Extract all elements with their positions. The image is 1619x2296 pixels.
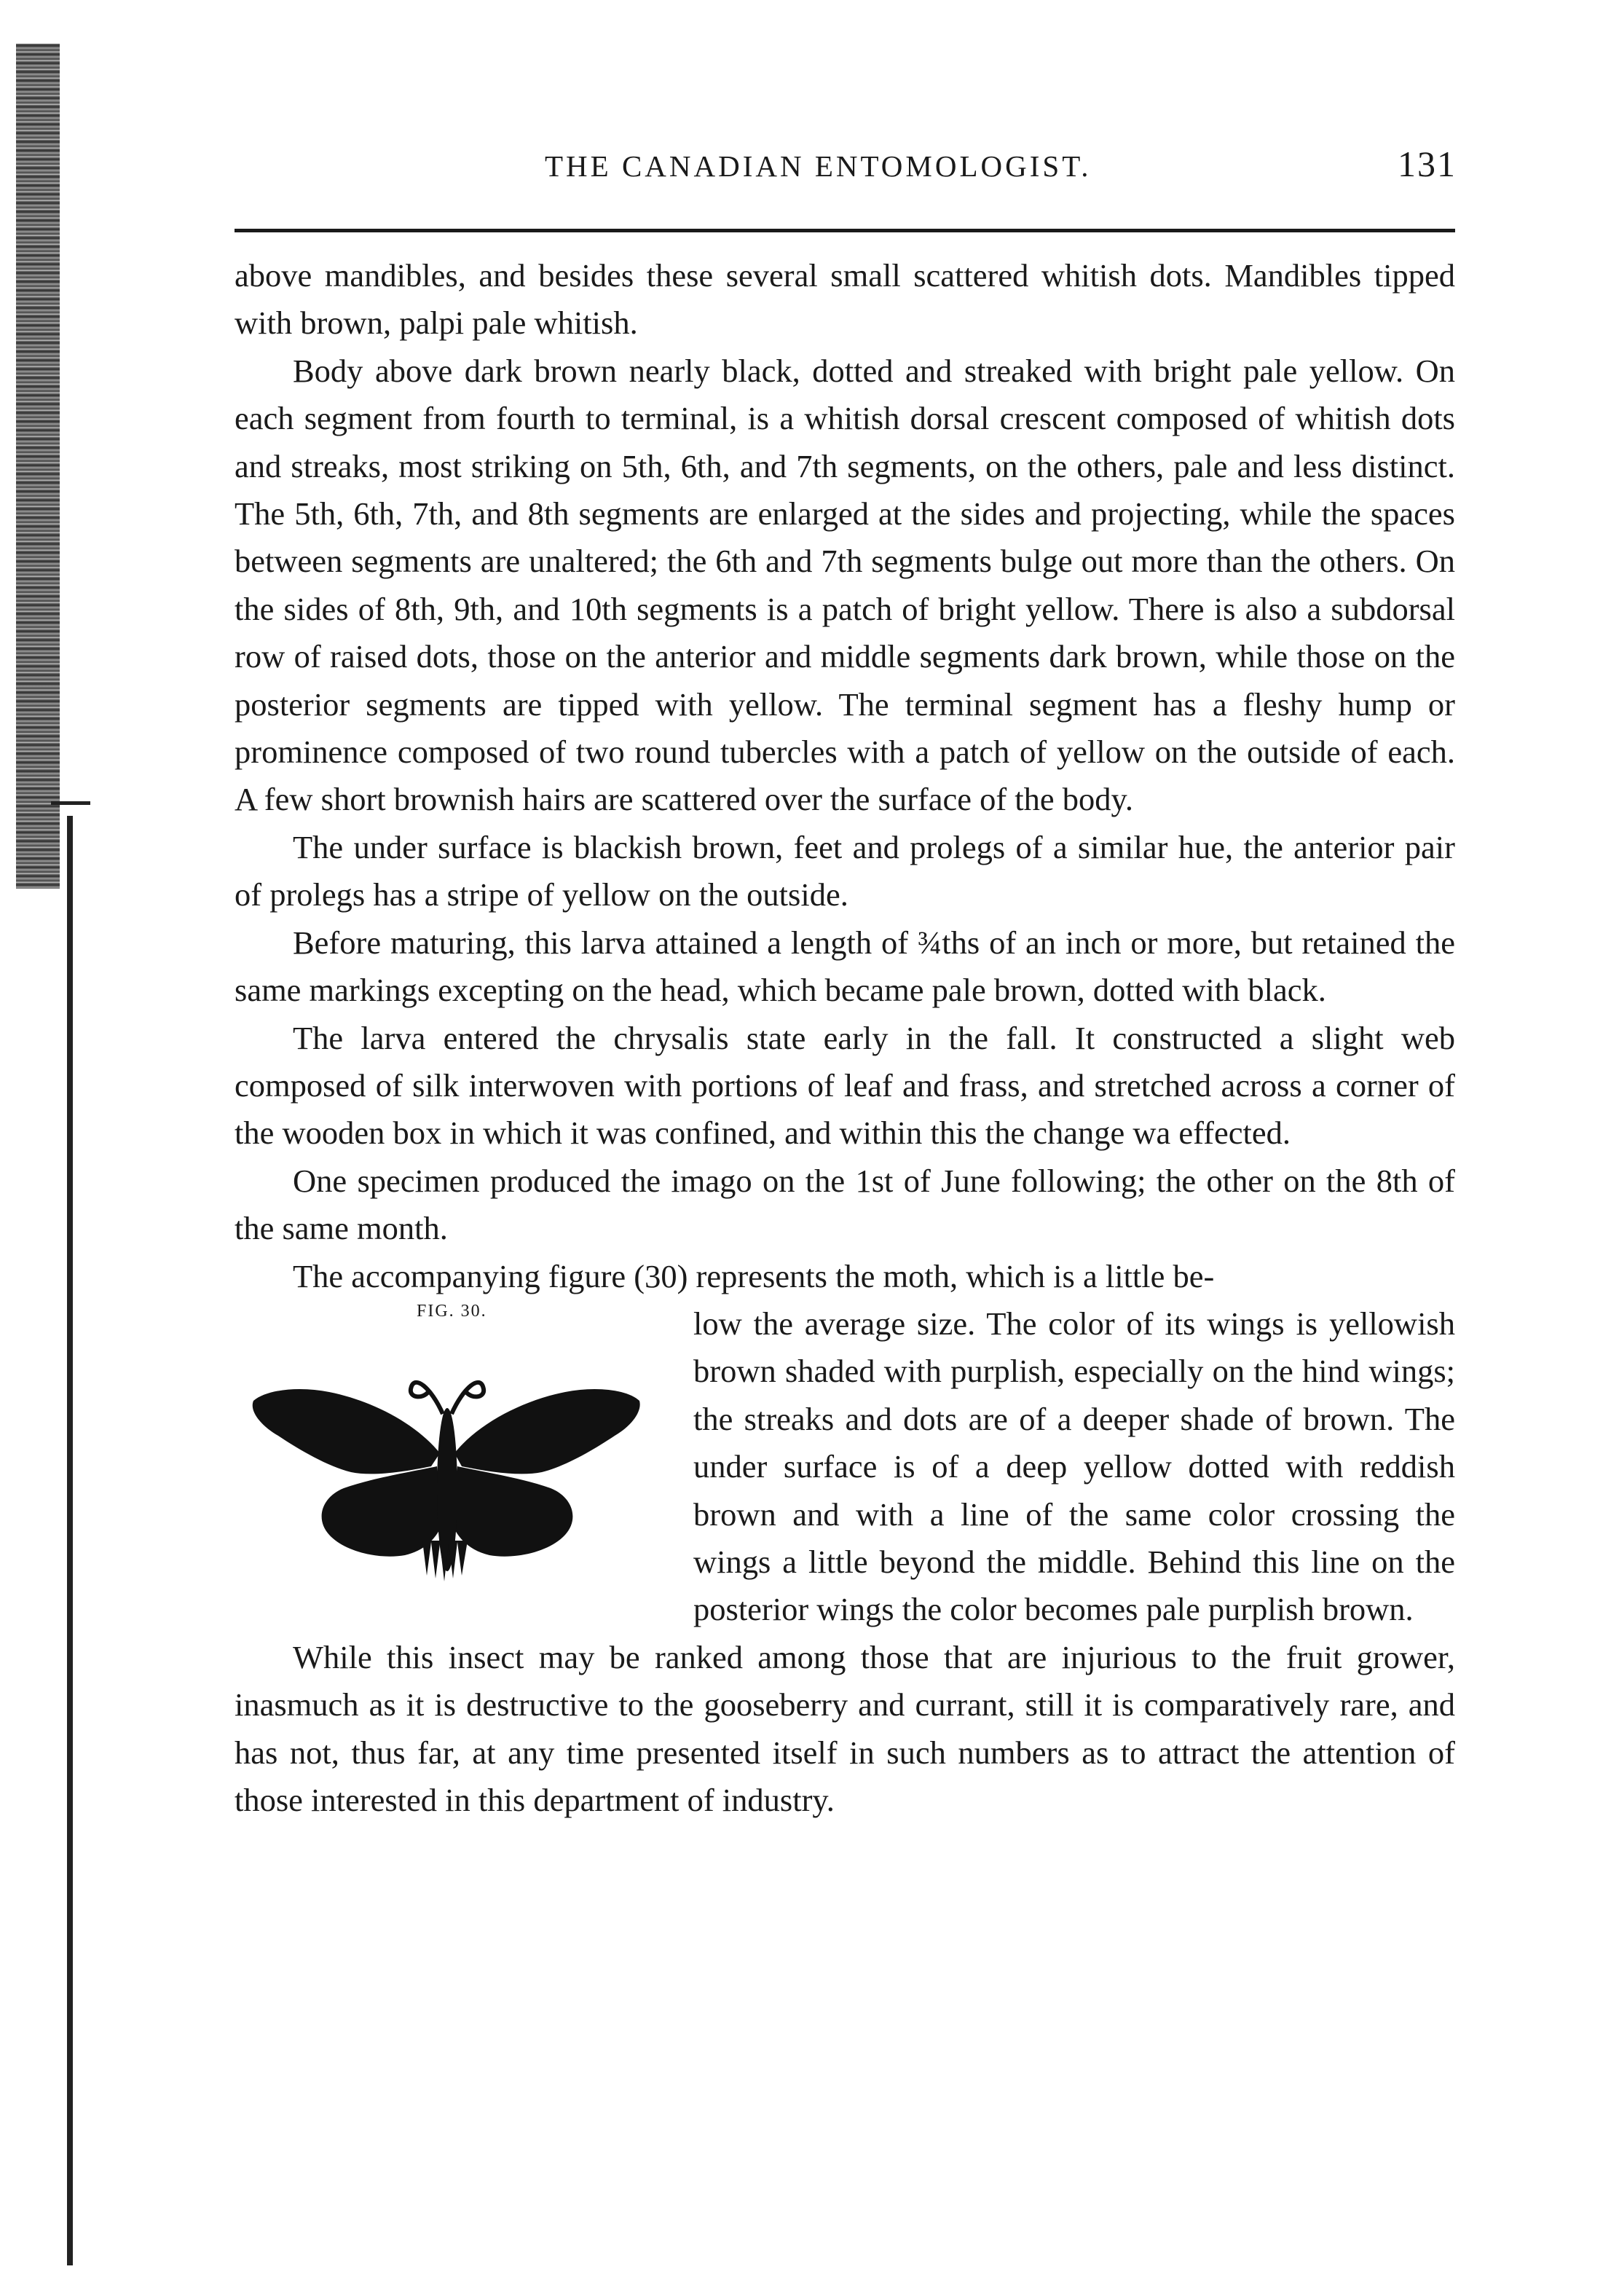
page-header — [240, 144, 1457, 207]
binding-tick — [51, 801, 90, 805]
paragraph-2: Body above dark brown nearly black, dotted and streaked with bright pale yellow. On each segment from fourth to terminal, is a whitish dorsal crescent composed of whitish dots and streaks, most striking on 5th, 6th, and 7th segments, on the others, pale and less distinct. The 5th, 6th, 7th, and 8th segments are enlarged at the sides and projecting, while the spaces between segments are unaltered; the 6th and 7th segments bulge out more than the others. On the sides of 8th, 9th, and 10th segments is a patch of bright yellow. There is also a subdorsal row of raised dots, those on the anterior and middle segments dark brown, while those on the posterior segments are tipped with yellow. The terminal segment has a fleshy hump or prominence composed of two round tubercles with a patch of yellow on the outside of each. A few short brownish hairs are scattered over the surface of the body. — [235, 352, 1455, 818]
paragraph-3: The under surface is blackish brown, feet and prolegs of a similar hue, the anterior pair of prolegs has a stripe of yellow on the outside. — [235, 828, 1455, 913]
page-number: 131 — [1398, 144, 1457, 184]
paragraph-6: One specimen produced the imago on the 1st of June following; the other on the 8th of the same month. — [235, 1162, 1455, 1247]
paragraph-8: low the average size. The color of its wings is yellowish brown shaded with purplish, especially on the hind wings; the streaks and dots are of a deeper shade of brown. The under surface is of a deep yellow dotted with reddish brown and with a line of the same color crossing the wings a little beyond the middle. Behind this line on the posterior wings the color becomes pale purplish brown. — [693, 1305, 1455, 1628]
figure-30 — [249, 1300, 664, 1592]
paragraph-1: above mandibles, and besides these several small scattered whitish dots. Mandibles tipped with brown, palpi pale whitish. — [235, 257, 1455, 342]
body-text — [235, 252, 1455, 1824]
paragraph-5: The larva entered the chrysalis state early in the fall. It constructed a slight web composed of silk interwoven with portions of leaf and frass, and stretched across a corner of the wooden box in which it was confined, and within this the change wa effected. — [235, 1019, 1455, 1152]
paragraph-4: Before maturing, this larva attained a length of ¾ths of an inch or more, but retained the same markings excepting on the head, which became pale brown, dotted with black. — [235, 924, 1455, 1009]
binding-edge — [16, 44, 60, 889]
moth-silhouette-icon — [249, 1344, 642, 1584]
header-rule — [235, 229, 1455, 232]
paragraph-9: While this insect may be ranked among those that are injurious to the fruit grower, inasmuch as it is destructive to the gooseberry and currant, still it is comparatively rare, and has not, thus far, at any time presented itself in such numbers as to attract the attention of those interested in this department of industry. — [235, 1638, 1455, 1818]
figure-label: FIG. 30. — [417, 1301, 487, 1321]
paragraph-7: The accompanying figure (30) represents the moth, which is a little be- — [293, 1257, 1215, 1294]
running-title: THE CANADIAN ENTOMOLOGIST. — [545, 149, 1092, 183]
binding-line — [67, 816, 73, 2265]
